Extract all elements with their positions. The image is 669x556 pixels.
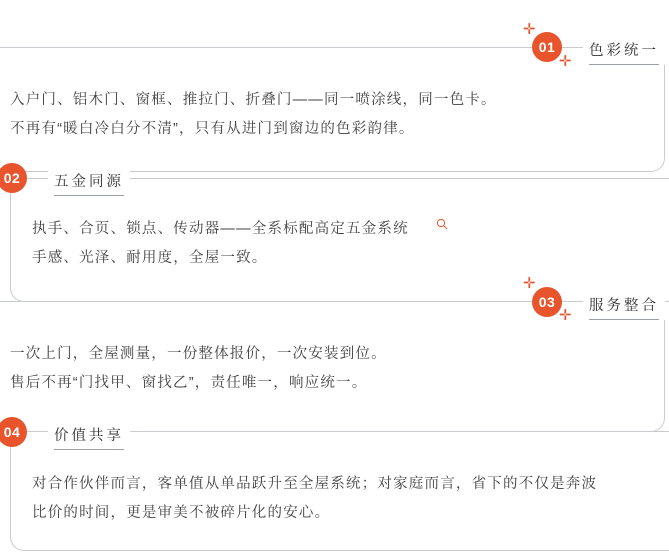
section-title-04: 价值共享 — [54, 428, 124, 444]
section-body-02-line-2: 手感、光泽、耐用度，全屋一致。 — [32, 250, 268, 266]
section-body-01-line-2: 不再有“暖白冷白分不清”，只有从进门到窗边的色彩韵律。 — [10, 121, 415, 137]
heading-underline — [589, 319, 659, 320]
section-heading-02 — [48, 170, 130, 196]
section-title-03: 服务整合 — [589, 298, 659, 314]
plus-mark-icon: ✛ — [523, 275, 536, 292]
section-body-04-line-1: 对合作伙伴而言，客单值从单品跃升至全屋系统；对家庭而言，省下的不仅是奔波 — [32, 476, 598, 492]
section-badge-04: 04 — [0, 417, 27, 447]
section-badge-01: 01 — [532, 32, 562, 62]
heading-underline — [54, 195, 124, 196]
section-body-03-line-2: 售后不再“门找甲、窗找乙”，责任唯一，响应统一。 — [10, 375, 368, 391]
section-body-04-line-2: 比价的时间，更是审美不被碎片化的安心。 — [32, 505, 331, 521]
heading-underline — [589, 64, 659, 65]
section-badge-03: 03 — [532, 287, 562, 317]
plus-mark-icon: ✛ — [523, 21, 536, 38]
section-heading-01 — [583, 39, 665, 65]
plus-mark-icon: ✛ — [559, 307, 572, 324]
section-body-02-line-1: 执手、合页、锁点、传动器——全系标配高定五金系统 — [32, 221, 409, 237]
plus-mark-icon: ✛ — [559, 53, 572, 70]
section-heading-03 — [583, 294, 665, 320]
section-body-03-line-1: 一次上门，全屋测量，一份整体报价，一次安装到位。 — [10, 346, 387, 362]
section-badge-02: 02 — [0, 163, 27, 193]
heading-underline — [54, 449, 124, 450]
search-icon — [436, 218, 448, 230]
section-title-02: 五金同源 — [54, 174, 124, 190]
section-title-01: 色彩统一 — [589, 43, 659, 59]
section-body-01-line-1: 入户门、铝木门、窗框、推拉门、折叠门——同一喷涂线，同一色卡。 — [10, 92, 497, 108]
section-heading-04 — [48, 424, 130, 450]
